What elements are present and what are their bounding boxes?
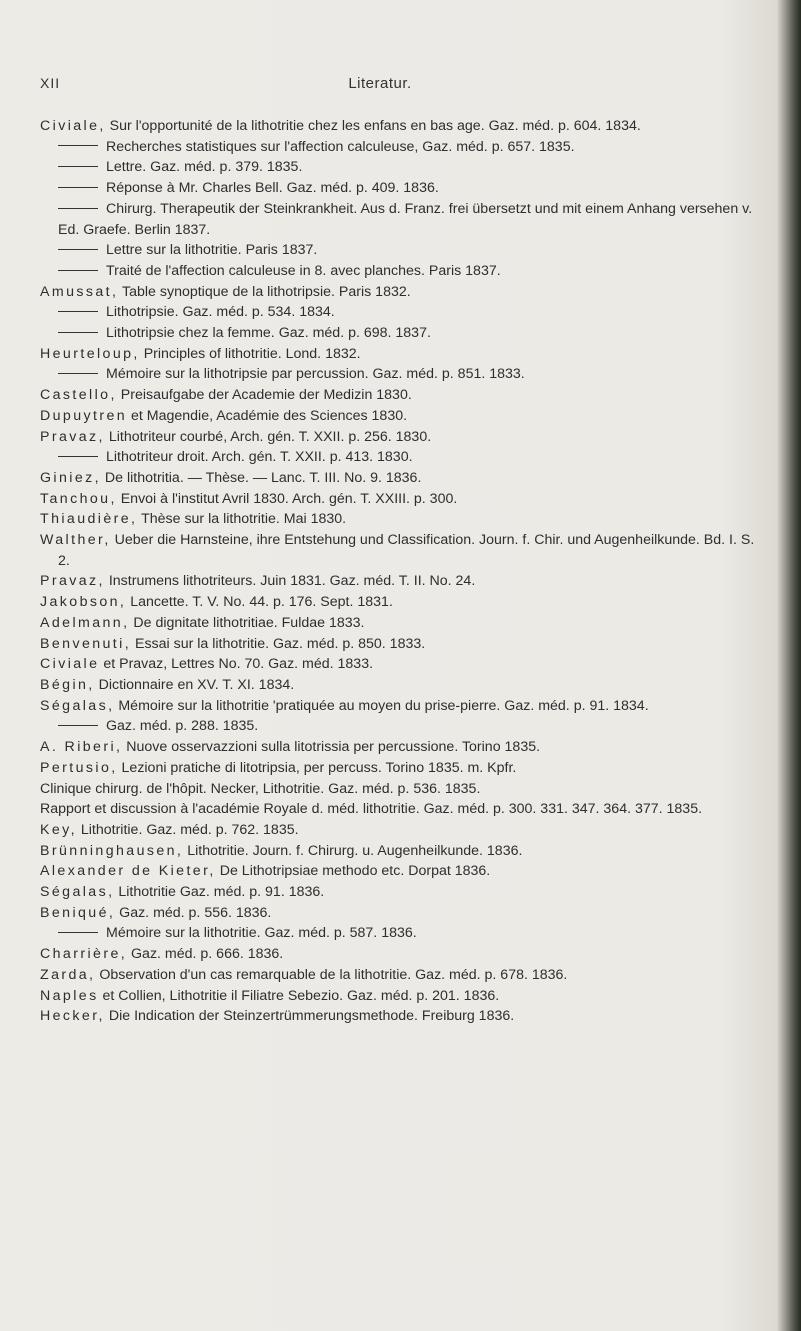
entry-text: Gaz. méd. p. 556. 1836.	[115, 904, 272, 921]
bibliography-entry	[40, 841, 762, 862]
bibliography-entry	[40, 116, 762, 137]
entry-author: Zarda,	[40, 966, 96, 983]
entry-author: Giniez,	[40, 469, 101, 486]
running-title: Literatur.	[348, 75, 412, 92]
entry-author: Thiaudière,	[40, 511, 138, 528]
bibliography-entry	[40, 779, 762, 800]
entry-author: Tanchou,	[40, 490, 117, 507]
bibliography-entry	[40, 882, 762, 903]
bibliography-entry	[40, 323, 762, 344]
page-header	[0, 75, 760, 99]
entry-author: Civiale	[40, 656, 100, 673]
bibliography-entry	[40, 737, 762, 758]
bibliography-entry	[40, 406, 762, 427]
entry-text: Lettre. Gaz. méd. p. 379. 1835.	[106, 159, 303, 176]
entry-text: Envoi à l'institut Avril 1830. Arch. gén. T. XXIII. p. 300.	[116, 490, 458, 507]
entry-text: Die Indication der Steinzertrümmerungsmethode. Freiburg 1836.	[104, 1008, 515, 1025]
entry-text: Traité de l'affection calculeuse in 8. avec planches. Paris 1837.	[106, 262, 501, 279]
bibliography-entry	[40, 634, 762, 655]
bibliography-entry	[40, 344, 762, 365]
entry-author: Dupuytren	[40, 407, 128, 424]
bibliography-entry	[40, 716, 762, 737]
entry-text: Ueber die Harnsteine, ihre Entstehung und Classification. Journ. f. Chir. und Augenheilkunde. Bd. I. S. 2.	[58, 532, 755, 569]
entry-text: et Collien, Lithotritie il Filiatre Sebezio. Gaz. méd. p. 201. 1836.	[98, 987, 500, 1004]
entry-author: Castello,	[40, 387, 117, 404]
bibliography-entry	[40, 157, 762, 178]
entry-author: Beniqué,	[40, 904, 116, 921]
entry-author: Charrière,	[40, 946, 128, 963]
entry-text: Gaz. méd. p. 288. 1835.	[106, 718, 259, 735]
entry-text: Lezioni pratiche di litotripsia, per percuss. Torino 1835. m. Kpfr.	[117, 759, 517, 776]
bibliography-entry	[40, 965, 762, 986]
bibliography-entry	[40, 530, 762, 571]
entry-text: Table synoptique de la lithotripsie. Paris 1832.	[118, 283, 411, 300]
entry-text: Lithotritie. Journ. f. Chirurg. u. Augenheilkunde. 1836.	[183, 842, 523, 859]
entry-text: Rapport et discussion à l'académie Royale d. méd. lithotritie. Gaz. méd. p. 300. 331. 347. 364. 377. 1835.	[40, 801, 703, 818]
bibliography-entry	[40, 302, 762, 323]
bibliography-entry	[40, 178, 762, 199]
entry-text: De lithotritia. — Thèse. — Lanc. T. III. No. 9. 1836.	[100, 469, 422, 486]
entry-text: Observation d'un cas remarquable de la lithotritie. Gaz. méd. p. 678. 1836.	[95, 966, 568, 983]
entry-author: Brünninghausen,	[40, 842, 184, 859]
entry-author: A. Riberi,	[40, 739, 123, 756]
entry-text: Gaz. méd. p. 666. 1836.	[127, 946, 284, 963]
bibliography-entry	[40, 820, 762, 841]
entry-text: Lithotripsie. Gaz. méd. p. 534. 1834.	[106, 304, 335, 321]
entry-text: Nuove osservazzioni sulla litotrissia per percussione. Torino 1835.	[122, 739, 541, 756]
entry-text: Clinique chirurg. de l'hôpit. Necker, Lithotritie. Gaz. méd. p. 536. 1835.	[40, 780, 481, 797]
bibliography-entry	[40, 986, 762, 1007]
entry-text: Mémoire sur la lithotripsie par percussion. Gaz. méd. p. 851. 1833.	[106, 366, 525, 383]
entry-text: De Lithotripsiae methodo etc. Dorpat 1836.	[215, 863, 491, 880]
bibliography-entry	[40, 240, 762, 261]
entry-text: Mémoire sur la lithotritie. Gaz. méd. p. 587. 1836.	[106, 925, 417, 942]
bibliography-entry	[40, 944, 762, 965]
entry-text: De dignitate lithotritiae. Fuldae 1833.	[129, 614, 365, 631]
entry-author: Ségalas,	[40, 697, 115, 714]
bibliography-entry	[40, 654, 762, 675]
bibliography-entry	[40, 282, 762, 303]
entry-author: Jakobson,	[40, 594, 127, 611]
entry-text: Sur l'opportunité de la lithotritie chez les enfans en bas age. Gaz. méd. p. 604. 1834.	[105, 118, 641, 134]
entry-text: Thèse sur la lithotritie. Mai 1830.	[137, 511, 347, 528]
bibliography-entry	[40, 447, 762, 468]
entry-text: Lithotritie. Gaz. méd. p. 762. 1835.	[76, 821, 299, 838]
bibliography-entry	[40, 137, 762, 158]
entry-author: Ségalas,	[40, 884, 115, 901]
bibliography-list	[40, 116, 762, 1027]
entry-text: Lettre sur la lithotritie. Paris 1837.	[106, 242, 318, 259]
entry-author: Walther,	[40, 532, 111, 549]
page-number: XII	[40, 75, 61, 91]
entry-text: Recherches statistiques sur l'affection calculeuse, Gaz. méd. p. 657. 1835.	[106, 138, 575, 155]
bibliography-entry	[40, 675, 762, 696]
entry-text: Essai sur la lithotritie. Gaz. méd. p. 850. 1833.	[131, 635, 426, 652]
entry-text: Lithotritie Gaz. méd. p. 91. 1836.	[114, 884, 325, 901]
bibliography-entry	[40, 261, 762, 282]
entry-author: Amussat,	[40, 283, 119, 300]
bibliography-entry	[40, 799, 762, 820]
bibliography-entry	[40, 903, 762, 924]
entry-text: Réponse à Mr. Charles Bell. Gaz. méd. p. 409. 1836.	[106, 180, 439, 197]
bibliography-entry	[40, 923, 762, 944]
entry-text: et Magendie, Académie des Sciences 1830.	[127, 407, 408, 424]
bibliography-entry	[40, 199, 762, 240]
entry-text: Mémoire sur la lithotritie 'pratiquée au moyen du prise-pierre. Gaz. méd. p. 91. 1834.	[114, 697, 649, 714]
bibliography-entry	[40, 592, 762, 613]
entry-author: Pravaz,	[40, 573, 105, 590]
entry-text: et Pravaz, Lettres No. 70. Gaz. méd. 1833.	[99, 656, 374, 673]
bibliography-entry	[40, 1006, 762, 1027]
bibliography-entry	[40, 489, 762, 510]
entry-author: Pertusio,	[40, 759, 118, 776]
entry-text: Chirurg. Therapeutik der Steinkrankheit. Aus d. Franz. frei übersetzt und mit einem Anhang versehen v. Ed. Graefe. Berlin 1837.	[58, 200, 753, 238]
entry-text: Dictionnaire en XV. T. XI. 1834.	[94, 676, 295, 693]
entry-text: Lithotriteur droit. Arch. gén. T. XXII. p. 413. 1830.	[106, 449, 413, 466]
entry-text: Lithotripsie chez la femme. Gaz. méd. p. 698. 1837.	[106, 325, 431, 342]
bibliography-entry	[40, 758, 762, 779]
bibliography-entry	[40, 696, 762, 717]
bibliography-entry	[40, 427, 762, 448]
bibliography-entry	[40, 364, 762, 385]
entry-text: Principles of lithotritie. Lond. 1832.	[139, 345, 361, 362]
entry-author: Hecker,	[40, 1008, 105, 1025]
bibliography-entry	[40, 613, 762, 634]
entry-text: Preisaufgabe der Academie der Medizin 1830.	[116, 387, 412, 404]
entry-author: Heurteloup,	[40, 345, 140, 362]
entry-text: Instrumens lithotriteurs. Juin 1831. Gaz. méd. T. II. No. 24.	[104, 573, 476, 590]
entry-author: Bégin,	[40, 676, 95, 693]
entry-author: Naples	[40, 987, 99, 1004]
page-edge-shadow	[777, 0, 801, 1331]
bibliography-entry	[40, 509, 762, 530]
entry-author: Key,	[40, 821, 77, 838]
entry-text: Lithotriteur courbé, Arch. gén. T. XXII. p. 256. 1830.	[104, 428, 432, 445]
bibliography-entry	[40, 385, 762, 406]
bibliography-entry	[40, 468, 762, 489]
entry-author: Adelmann,	[40, 614, 130, 631]
entry-text: Lancette. T. V. No. 44. p. 176. Sept. 1831.	[126, 594, 393, 611]
entry-author: Civiale,	[40, 118, 106, 134]
entry-author: Pravaz,	[40, 428, 105, 445]
bibliography-entry	[40, 571, 762, 592]
entry-author: Benvenuti,	[40, 635, 132, 652]
bibliography-entry	[40, 861, 762, 882]
entry-author: Alexander de Kieter,	[40, 863, 216, 880]
